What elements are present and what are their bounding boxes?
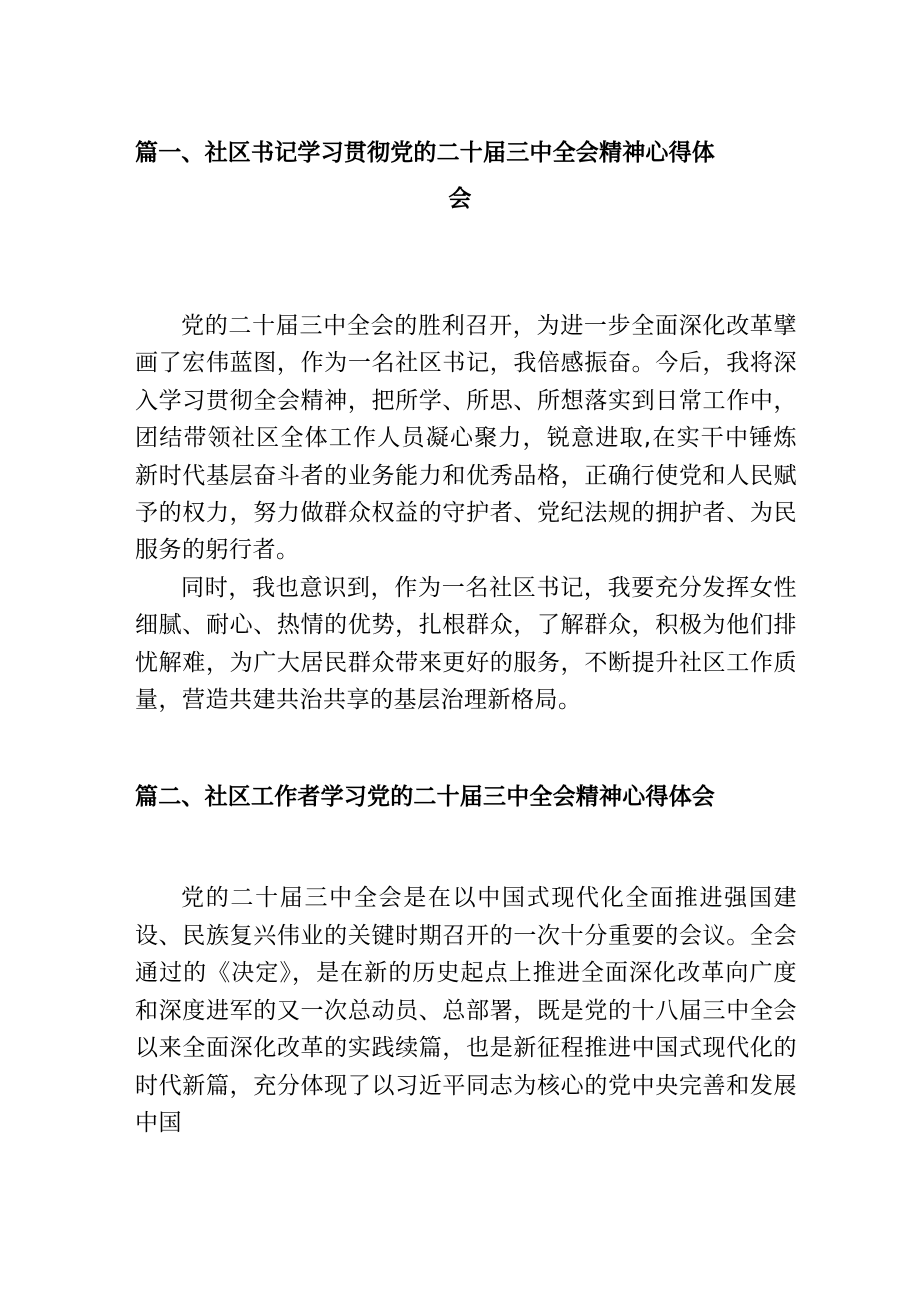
document-content <box>135 130 797 1142</box>
section-1-paragraph-2: 同时，我也意识到，作为一名社区书记，我要充分发挥女性细腻、耐心、热情的优势，扎根群众，了解群众，积极为他们排忧解难，为广大居民群众带来更好的服务，不断提升社区工作质量，营造共建共治共享的基层治理新格局。 <box>135 574 797 714</box>
section-1-body <box>135 308 797 719</box>
section-1-title-line1: 篇一、社区书记学习贯彻党的二十届三中全会精神心得体 <box>135 140 715 166</box>
section-2-paragraph-1: 党的二十届三中全会是在以中国式现代化全面推进强国建设、民族复兴伟业的关键时期召开的一次十分重要的会议。全会通过的《决定》，是在新的历史起点上推进全面深化改革向广度和深度进军的又一次总动员、总部署，既是党的十八届三中全会以来全面深化改革的实践续篇，也是新征程推进中国式现代化的时代新篇，充分体现了以习近平同志为核心的党中央完善和发展中国 <box>135 885 797 1136</box>
section-2-title-line1: 篇二、社区工作者学习党的二十届三中全会精神心得体会 <box>135 784 715 811</box>
section-1-title-line2: 会 <box>448 186 472 212</box>
section-2-body <box>135 880 797 1142</box>
section-2-title <box>135 774 797 820</box>
section-1-paragraph-1: 党的二十届三中全会的胜利召开，为进一步全面深化改革擘画了宏伟蓝图，作为一名社区书记，我倍感振奋。今后，我将深入学习贯彻全会精神，把所学、所思、所想落实到日常工作中，团结带领社区全体工作人员凝心聚力，锐意进取,在实干中锤炼新时代基层奋斗者的业务能力和优秀品格，正确行使党和人民赋予的权力，努力做群众权益的守护者、党纪法规的拥护者、为民服务的躬行者。 <box>135 313 797 564</box>
section-1-title <box>135 130 797 222</box>
